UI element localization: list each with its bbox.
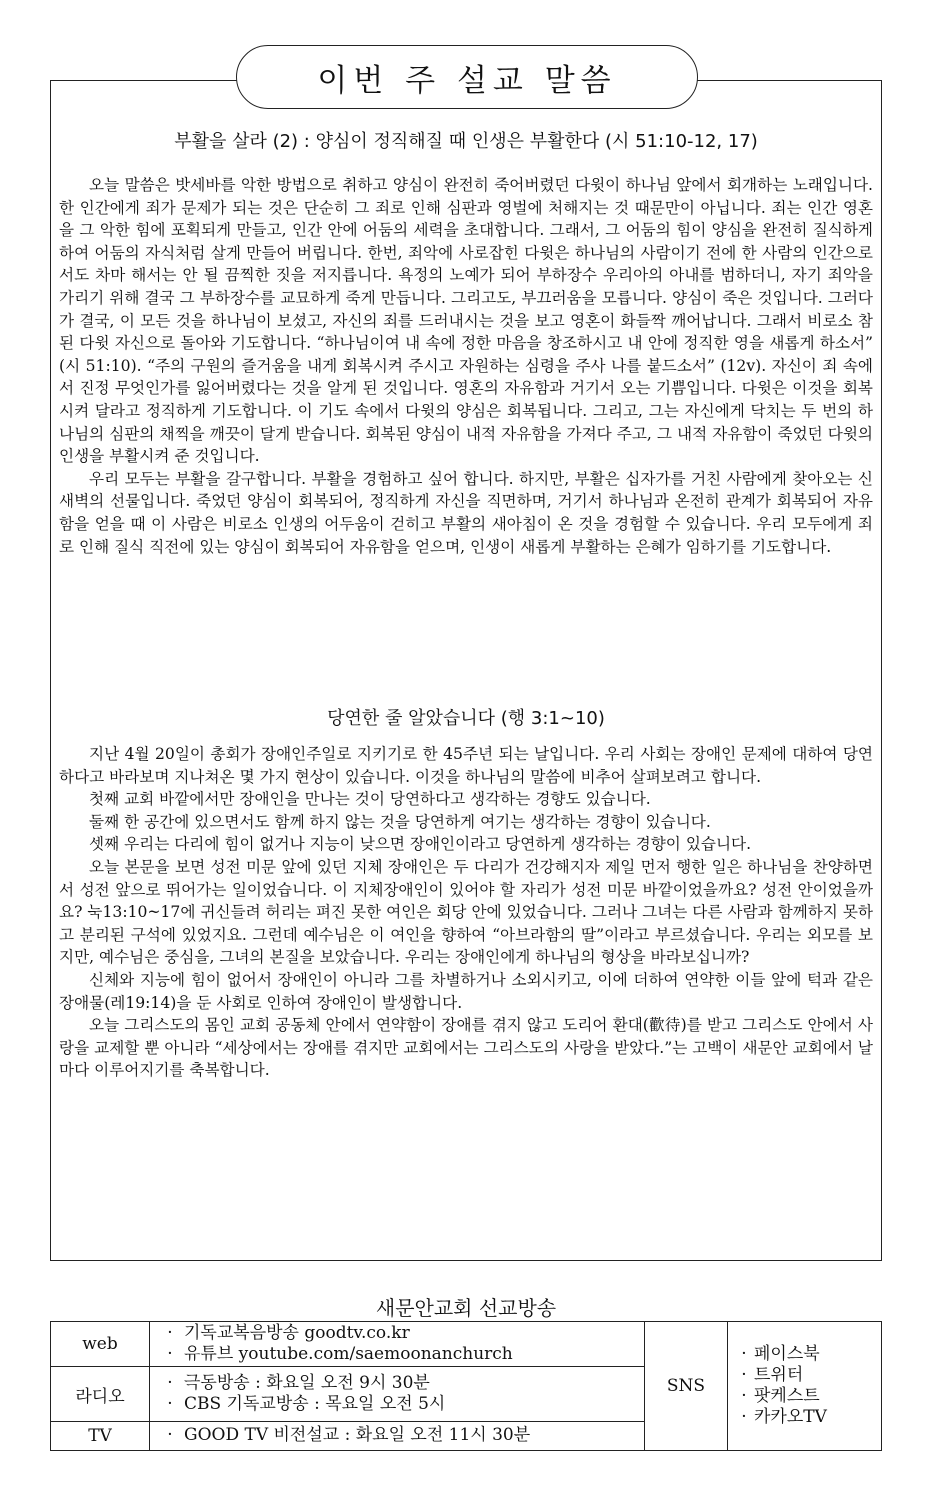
sns-label: SNS xyxy=(645,1322,728,1451)
web-items xyxy=(150,1322,645,1367)
list-item: · 트위터 xyxy=(734,1365,875,1386)
sermon1-body xyxy=(59,174,873,558)
sermon2-heading: 당연한 줄 알았습니다 (행 3:1~10) xyxy=(327,708,605,729)
sermon2-paragraph: 오늘 그리스도의 몸인 교회 공동체 안에서 연약함이 장애를 겪지 않고 도리어 환대(歡待)를 받고 그리스도 안에서 사랑을 교제할 뿐 아니라 “세상에서는 장애를 겪지만 교회에서는 그리스도의 사랑을 받았다.”는 고백이 새문안 교회에서 날마다 이루어지기를 축복합니다. xyxy=(59,1016,873,1080)
bullet-icon: · xyxy=(167,1394,173,1415)
bullet-icon: · xyxy=(167,1373,173,1394)
bullet-icon: · xyxy=(167,1344,173,1365)
list-item: · GOOD TV 비전설교 : 화요일 오전 11시 30분 xyxy=(156,1425,638,1446)
sermon2-paragraph: 신체와 지능에 힘이 없어서 장애인이 아니라 그를 차별하거나 소외시키고, 이에 더하여 연약한 이들 앞에 턱과 같은 장애물(레19:14)을 둔 사회로 인하여 장애인이 발생합니다. xyxy=(59,970,873,1012)
sermon2-paragraph: 셋째 우리는 다리에 힘이 없거나 지능이 낮으면 장애인이라고 당연하게 생각하는 경향이 있습니다. xyxy=(89,835,752,854)
page-title: 이번 주 설교 말씀 xyxy=(236,45,698,109)
broadcast-row-web xyxy=(51,1322,882,1367)
list-item: · 카카오TV xyxy=(734,1407,875,1428)
list-item: · 극동방송 : 화요일 오전 9시 30분 xyxy=(156,1373,638,1394)
category-tv: TV xyxy=(51,1421,150,1450)
bullet-icon: · xyxy=(741,1386,747,1406)
bullet-icon: · xyxy=(741,1407,747,1427)
sermon2-body xyxy=(59,743,873,1082)
sermon1-heading: 부활을 살라 (2) : 양심이 정직해질 때 인생은 부활한다 (시 51:10-12, 17) xyxy=(174,131,758,152)
radio-items xyxy=(150,1367,645,1421)
sermon2-paragraph: 오늘 본문을 보면 성전 미문 앞에 있던 지체 장애인은 두 다리가 건강해지자 제일 먼저 행한 일은 하나님을 찬양하면서 성전 앞으로 뛰어가는 일이었습니다. 이 지체장애인이 있어야 할 자리가 성전 미문 바깥이었을까요? 성전 안이었을까요? 눅13:10~17에 귀신들려 허리는 펴진 못한 여인은 회당 안에 있었습니다. 그러나 그녀는 다른 사람과 함께하지 못하고 분리된 구석에 있었지요. 그런데 예수님은 이 여인을 향하여 “아브라함의 딸”이라고 부르셨습니다. 우리는 외모를 보지만, 예수님은 중심을, 그녀의 본질을 보았습니다. 우리는 장애인에게 하나님의 형상을 바라보십니까? xyxy=(59,857,873,967)
sermon1-paragraph: 우리 모두는 부활을 갈구합니다. 부활을 경험하고 싶어 합니다. 하지만, 부활은 십자가를 거친 사람에게 찾아오는 신새벽의 선물입니다. 죽었던 양심이 회복되어, 정직하게 자신을 직면하며, 거기서 하나님과 온전히 관계가 회복되어 자유함을 얻을 때 이 사람은 비로소 인생의 어두움이 걷히고 부활의 새아침이 온 것을 경험할 수 있습니다. 우리 모두에게 죄로 인해 질식 직전에 있는 양심이 회복되어 자유함을 얻으며, 인생이 새롭게 부활하는 은혜가 임하기를 기도합니다. xyxy=(59,469,873,556)
broadcast-title: 새문안교회 선교방송 xyxy=(375,1296,557,1320)
bullet-icon: · xyxy=(167,1323,173,1344)
sermon2-paragraph: 첫째 교회 바깥에서만 장애인을 만나는 것이 당연하다고 생각하는 경향도 있습니다. xyxy=(89,790,651,809)
broadcast-table xyxy=(50,1321,882,1451)
tv-items xyxy=(150,1421,645,1450)
category-radio: 라디오 xyxy=(51,1367,150,1421)
list-item: · CBS 기독교방송 : 목요일 오전 5시 xyxy=(156,1394,638,1415)
sns-list xyxy=(728,1322,882,1451)
list-item: · 기독교복음방송 goodtv.co.kr xyxy=(156,1323,638,1344)
sermon1-paragraph: 오늘 말씀은 밧세바를 악한 방법으로 취하고 양심이 완전히 죽어버렸던 다윗이 하나님 앞에서 회개하는 노래입니다. 한 인간에게 죄가 문제가 되는 것은 단순히 그 죄로 인해 심판과 영벌에 처해지는 것 때문만이 아닙니다. 죄는 인간 영혼을 그 악한 힘에 포획되게 만들고, 인간 안에 어둠의 세력을 초대합니다. 그래서, 그 어둠의 힘이 양심을 완전히 질식하게 하여 어둠의 자식처럼 살게 만들어 버립니다. 한번, 죄악에 사로잡힌 다윗은 하나님의 사람이기 전에 한 사람의 인간으로서도 차마 해서는 안 될 끔찍한 짓을 저지릅니다. 욕정의 노예가 되어 부하장수 우리아의 아내를 범하더니, 자기 죄악을 가리기 위해 결국 그 부하장수를 교묘하게 죽게 만듭니다. 그리고도, 부끄러움을 모릅니다. 양심이 죽은 것입니다. 그러다가 결국, 이 모든 것을 하나님이 보셨고, 자신의 죄를 드러내시는 것을 보고 영혼이 화들짝 깨어납니다. 그래서 비로소 참된 다윗 자신으로 돌아와 기도합니다. “하나님이여 내 속에 정한 마음을 창조하시고 내 안에 정직한 영을 새롭게 하소서” (시 51:10). “주의 구원의 즐거움을 내게 회복시켜 주시고 자원하는 심령을 주사 나를 붙드소서” (12v). 자신이 죄 속에서 진정 무엇인가를 잃어버렸다는 것을 알게 된 것입니다. 영혼의 자유함과 거기서 오는 기쁨입니다. 다윗은 이것을 회복시켜 달라고 정직하게 기도합니다. 이 기도 속에서 다윗의 양심은 회복됩니다. 그리고, 그는 자신에게 닥치는 두 번의 하나님의 심판의 채찍을 깨끗이 달게 받습니다. 회복된 양심이 내적 자유함을 가져다 주고, 그 내적 자유함이 죽었던 다윗의 인생을 부활시켜 준 것입니다. xyxy=(59,176,873,466)
sermon2-paragraph: 둘째 한 공간에 있으면서도 함께 하지 않는 것을 당연하게 여기는 생각하는 경향이 있습니다. xyxy=(89,812,711,831)
list-item: · 유튜브 youtube.com/saemoonanchurch xyxy=(156,1344,638,1365)
bullet-icon: · xyxy=(167,1425,173,1446)
bullet-icon: · xyxy=(741,1365,747,1385)
list-item: · 팟케스트 xyxy=(734,1386,875,1407)
sermon2-paragraph: 지난 4월 20일이 총회가 장애인주일로 지키기로 한 45주년 되는 날입니다. 우리 사회는 장애인 문제에 대하여 당연하다고 바라보며 지나쳐온 몇 가지 현상이 있습니다. 이것을 하나님의 말씀에 비추어 살펴보려고 합니다. xyxy=(59,745,873,786)
bullet-icon: · xyxy=(741,1344,747,1364)
category-web: web xyxy=(51,1322,150,1367)
list-item: · 페이스북 xyxy=(734,1344,875,1365)
